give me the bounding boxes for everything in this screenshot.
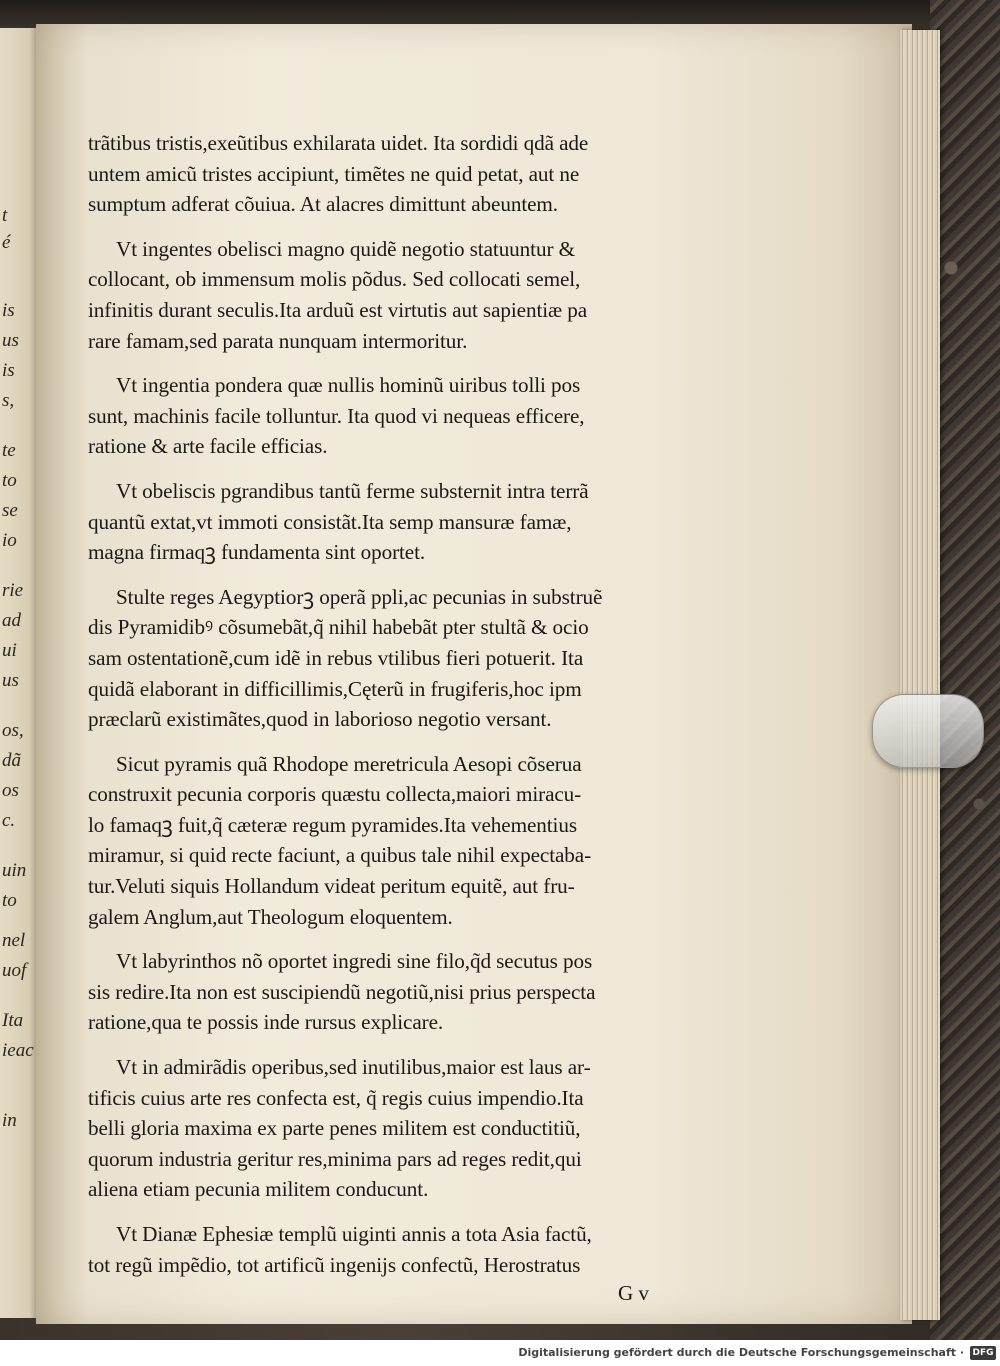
prev-page-fragment: in: [2, 1110, 17, 1131]
text-line: miramur, si quid recte faciunt, a quibus tale nihil expectaba-: [88, 843, 592, 868]
prev-page-fragment: c.: [2, 810, 16, 831]
text-line: præclarũ existimãtes,quod in laborioso negotio versant.: [88, 707, 552, 732]
prev-page-fragment: ui: [2, 640, 17, 661]
text-line: infinitis durant seculis.Ita arduũ est virtutis aut sapientiæ pa: [88, 297, 588, 322]
footer-bar: [0, 1340, 1000, 1366]
paragraph: [88, 234, 728, 356]
text-line: sunt, machinis facile tolluntur. Ita quod vi nequeas efficere,: [88, 403, 585, 428]
bookmark-clip: [872, 694, 984, 768]
text-line: ratione & arte facile efficias.: [88, 434, 328, 459]
book-cover-marbled: [930, 0, 1000, 1340]
prev-page-fragment: dã: [2, 750, 21, 771]
paragraph: [88, 476, 728, 568]
prev-page-fragment: ieac: [2, 1040, 34, 1061]
footer-credit: Digitalisierung gefördert durch die Deutsche Forschungsgemeinschaft ·: [518, 1346, 964, 1359]
text-line: trãtibus tristis,exeũtibus exhilarata uidet. Ita sordidi qdã ade: [88, 131, 589, 155]
prev-page-fragment: is: [2, 300, 15, 321]
prev-page-fragment: t: [2, 205, 8, 226]
prev-page-fragment: to: [2, 890, 17, 911]
prev-page-fragment: rie: [2, 580, 24, 601]
paragraph: [88, 946, 728, 1038]
text-line: quidã elaborant in difficillimis,Cęterũ in frugiferis,hoc ipm: [88, 676, 582, 701]
text-line: Stulte reges Aegyptiorꝫ operã ppli,ac pecunias in substruẽ: [116, 584, 603, 609]
text-line: belli gloria maxima ex parte penes militem est conductitiũ,: [88, 1116, 581, 1141]
text-line: aliena etiam pecunia militem conducunt.: [88, 1177, 429, 1202]
prev-page-fragment: é: [2, 232, 11, 253]
prev-page-fragment: Ita: [2, 1010, 24, 1031]
text-line: Vt Dianæ Ephesiæ templũ uiginti annis a tota Asia factũ,: [116, 1222, 592, 1246]
prev-page-fragment: nel: [2, 930, 26, 951]
prev-page-fragment: is: [2, 360, 15, 381]
prev-page-fragment: os,: [2, 720, 24, 741]
text-line: sam ostentationẽ,cum idẽ in rebus vtilibus fieri potuerit. Ita: [88, 645, 584, 670]
page-edges-stack: [900, 30, 940, 1320]
text-line: sis redire.Ita non est suscipiendũ negotiũ,nisi prius perspecta: [88, 979, 596, 1004]
text-line: Sicut pyramis quã Rhodope meretricula Aesopi cõserua: [116, 751, 582, 776]
text-line: Vt labyrinthos nõ oportet ingredi sine filo,q̃d secutus pos: [116, 949, 593, 974]
text-line: magna firmaqꝫ fundamenta sint oportet.: [88, 540, 426, 565]
paragraph: [88, 128, 728, 220]
text-line: untem amicũ tristes accipiunt, timẽtes ne quid petat, aut ne: [88, 161, 580, 186]
text-line: Vt ingentes obelisci magno quidẽ negotio statuuntur &: [116, 236, 575, 261]
text-line: construxit pecunia corporis quæstu collecta,maiori miracu-: [88, 782, 582, 807]
prev-page-fragment: te: [2, 440, 16, 461]
text-line: tificis cuius arte res confecta est, q̃ regis cuius impendio.Ita: [88, 1085, 584, 1110]
text-line: galem Anglum,aut Theologum eloquentem.: [88, 904, 453, 929]
paragraph: [88, 749, 728, 933]
prev-page-fragment: io: [2, 530, 17, 551]
text-line: lo famaqꝫ fuit,q̃ cæteræ regum pyramides.Ita vehementius: [88, 812, 577, 837]
prev-page-fragment: uof: [2, 960, 27, 981]
text-line: tot regũ impẽdio, tot artificũ ingenijs confectũ, Herostratus: [88, 1252, 581, 1277]
paragraph: [88, 1052, 728, 1205]
text-line: collocant, ob immensum molis põdus. Sed collocati semel,: [88, 267, 581, 292]
dfg-logo-icon: DFG: [970, 1346, 996, 1360]
paragraph: [88, 370, 728, 462]
page-text: [88, 128, 728, 1323]
paragraph: [88, 1219, 728, 1309]
text-line: quantũ extat,vt immoti consistãt.Ita semp mansuræ famæ,: [88, 509, 572, 534]
text-line: dis Pyramidibꝰ cõsumebãt,q̃ nihil habebãt pter stultã & ocio: [88, 615, 589, 640]
text-line: quorum industria geritur res,minima pars ad reges redit,qui: [88, 1146, 582, 1171]
prev-page-fragment: se: [2, 500, 18, 521]
prev-page-fragment: s,: [2, 390, 15, 411]
signature-mark: G v: [618, 1281, 649, 1306]
text-line: sumptum adferat cõuiua. At alacres dimittunt abeuntem.: [88, 192, 559, 217]
text-line: ratione,qua te possis inde rursus explicare.: [88, 1010, 444, 1035]
prev-page-fragment: us: [2, 670, 19, 691]
text-line: Vt ingentia pondera quæ nullis hominũ uiribus tolli pos: [116, 373, 581, 398]
prev-page-fragment: os: [2, 780, 19, 801]
prev-page-fragment: uin: [2, 860, 27, 881]
prev-page-fragment: us: [2, 330, 19, 351]
text-line: rare famam,sed parata nunquam intermoritur.: [88, 328, 468, 353]
text-line: Vt obeliscis pgrandibus tantũ ferme substernit intra terrã: [116, 478, 589, 503]
paragraph: [88, 582, 728, 735]
prev-page-fragment: to: [2, 470, 17, 491]
text-line: Vt in admirãdis operibus,sed inutilibus,maior est laus ar-: [116, 1055, 591, 1080]
prev-page-fragment: ad: [2, 610, 21, 631]
text-line: tur.Veluti siquis Hollandum videat peritum equitẽ, aut fru-: [88, 874, 575, 899]
